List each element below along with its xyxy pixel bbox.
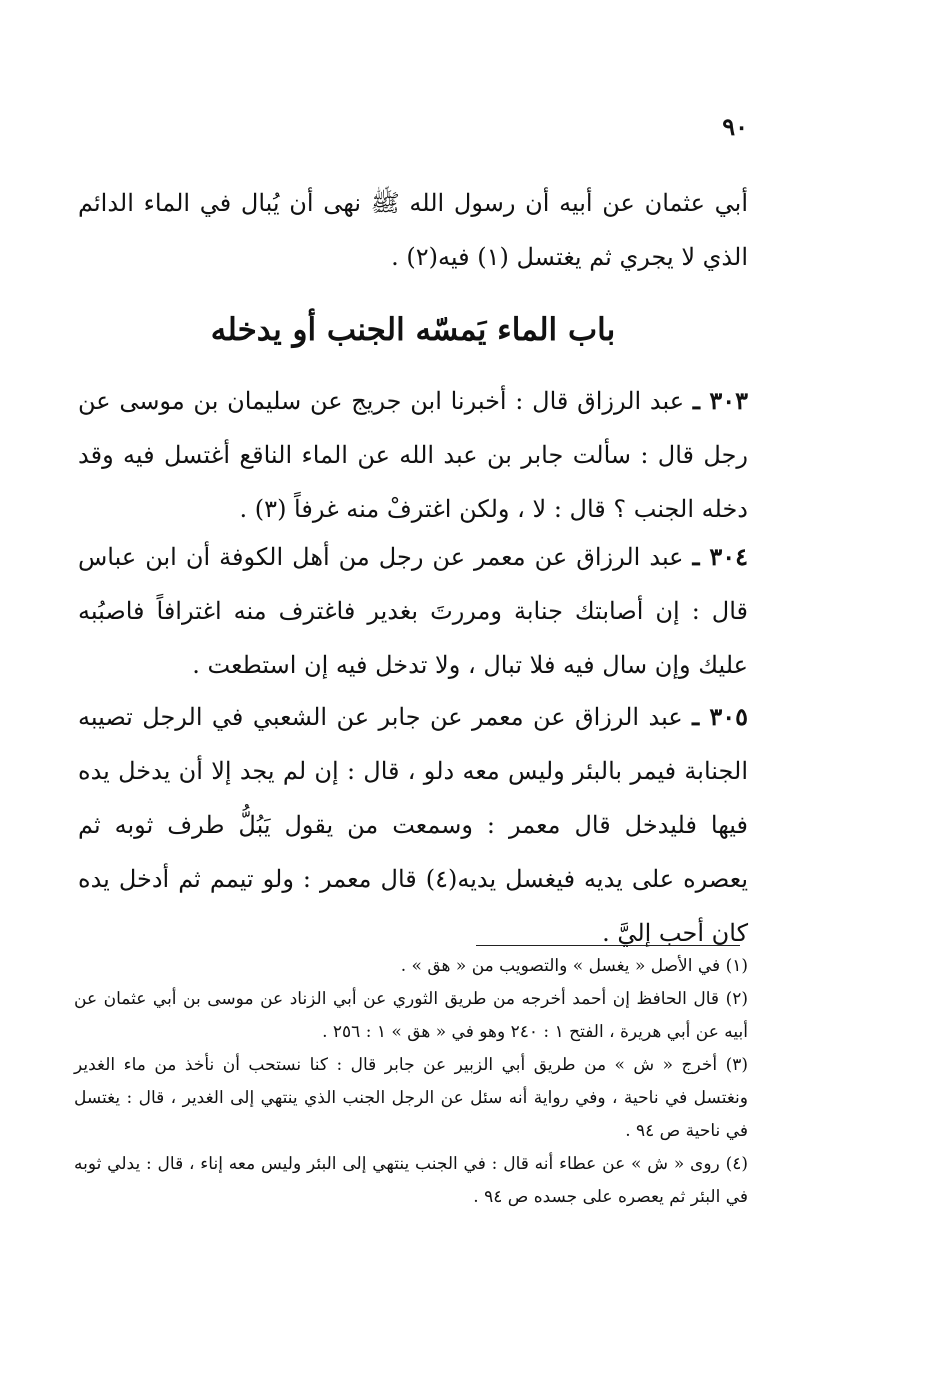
footnote-1: (١) في الأصل « يغسل » والتصويب من « هق » . bbox=[400, 956, 748, 976]
hadith-305 bbox=[78, 690, 748, 960]
hadith-number: ٣٠٥ ـ bbox=[692, 702, 748, 731]
footnote-4: (٤) روى « ش » عن عطاء أنه قال : في الجنب ينتهي إلى البئر وليس معه إناء ، قال : يدلي ثوبه في البئر ثم يعصره على جسده ص ٩٤ . bbox=[74, 1154, 748, 1207]
footnotes bbox=[74, 950, 748, 1214]
footnote-3: (٣) أخرج « ش » من طريق أبي الزبير عن جابر قال : كنا نستحب أن نأخذ من ماء الغدير ونغتسل في ناحية ، وفي رواية أنه سئل عن الرجل الجنب الذي ينتهي إلى الغدير ، قال : يغتسل في ناحية ص ٩٤ . bbox=[74, 1055, 748, 1141]
hadith-304 bbox=[78, 530, 748, 692]
chapter-heading: باب الماء يَمسّه الجنب أو يدخله bbox=[210, 312, 616, 348]
hadith-text: عبد الرزاق عن معمر عن جابر عن الشعبي في الرجل تصيبه الجنابة فيمر بالبئر وليس معه دلو ، قال : إن لم يجد إلا أن يدخل يده فيها فليدخل قال معمر : وسمعت من يقول يَبُلُّ طرف ثوبه ثم يعصره على يديه فيغسل يديه(٤) قال معمر : ولو تيمم ثم أدخل يده كان أحب إليَّ . bbox=[78, 703, 748, 947]
hadith-number: ٣٠٣ ـ bbox=[692, 386, 748, 415]
footnote-2: (٢) قال الحافظ إن أحمد أخرجه من طريق الثوري عن أبي الزناد عن موسى بن أبي عثمان عن أبيه عن أبي هريرة ، الفتح ١ : ٢٤٠ وهو في « هق » ١ : ٢٥٦ . bbox=[74, 989, 748, 1042]
hadith-number: ٣٠٤ ـ bbox=[692, 542, 748, 571]
hadith-303 bbox=[78, 374, 748, 536]
hadith-text: عبد الرزاق قال : أخبرنا ابن جريج عن سليمان بن موسى عن رجل قال : سألت جابر بن عبد الله عن الماء الناقع أغتسل فيه وقد دخله الجنب ؟ قال : لا ، ولكن اغترفْ منه غرفاً (٣) . bbox=[78, 387, 748, 523]
hadith-text: عبد الرزاق عن معمر عن رجل من أهل الكوفة أن ابن عباس قال : إن أصابتك جنابة ومررتَ بغدير فاغترف منه اغترافاً فاصبُبه عليك وإن سال فيه فلا تبال ، ولا تدخل فيه إن استطعت . bbox=[78, 543, 748, 679]
page-number: ٩٠ bbox=[722, 112, 748, 141]
footnote-divider bbox=[476, 945, 740, 946]
intro-paragraph: أبي عثمان عن أبيه أن رسول الله ﷺ نهى أن يُبال في الماء الدائم الذي لا يجري ثم يغتسل (١) فيه(٢) . bbox=[78, 189, 748, 271]
